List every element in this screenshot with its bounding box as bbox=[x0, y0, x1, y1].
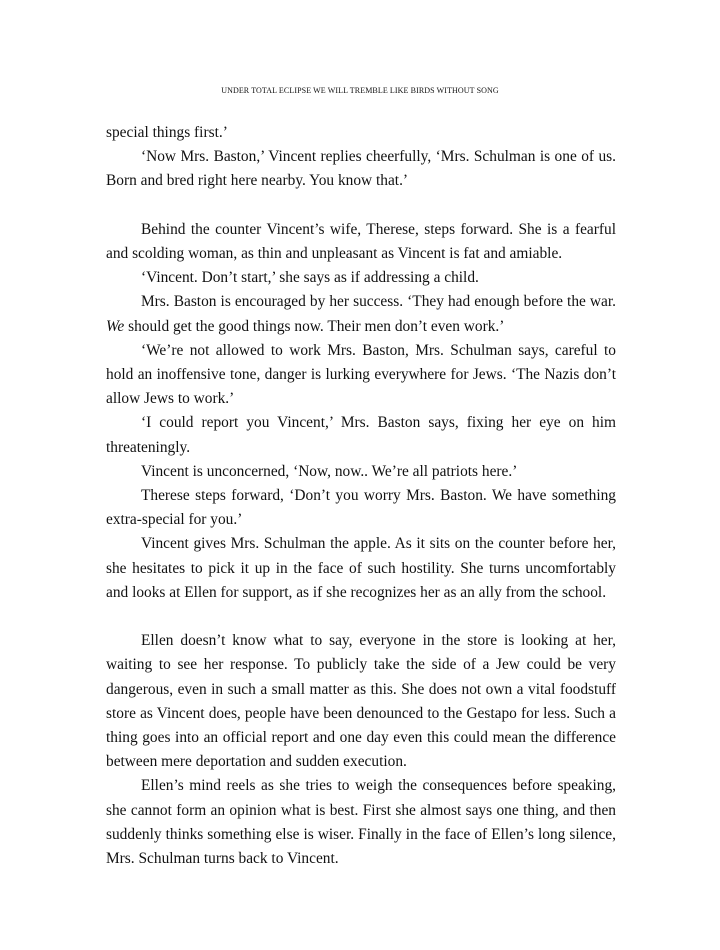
paragraph: ‘I could report you Vincent,’ Mrs. Baston says, fixing her eye on him threateningly. bbox=[106, 414, 616, 456]
paragraph bbox=[106, 290, 616, 338]
body-text bbox=[106, 121, 616, 871]
paragraph: ‘Vincent. Don’t start,’ she says as if addressing a child. bbox=[141, 269, 479, 287]
section-break bbox=[106, 194, 616, 218]
paragraph: special things first.’ bbox=[106, 124, 228, 141]
paragraph: ‘We’re not allowed to work Mrs. Baston, Mrs. Schulman says, careful to hold an inoffensive tone, danger is lurking everywhere for Jews. ‘The Nazis don’t allow Jews to work.’ bbox=[106, 341, 616, 408]
paragraph-text: should get the good things now. Their men don’t even work.’ bbox=[124, 317, 505, 335]
paragraph: Vincent is unconcerned, ‘Now, now.. We’re all patriots here.’ bbox=[141, 462, 518, 480]
running-header: UNDER TOTAL ECLIPSE WE WILL TREMBLE LIKE BIRDS WITHOUT SONG bbox=[221, 86, 499, 95]
paragraph: Therese steps forward, ‘Don’t you worry Mrs. Baston. We have something extra-special for you.’ bbox=[106, 487, 616, 529]
paragraph: Ellen doesn’t know what to say, everyone in the store is looking at her, waiting to see her response. To publicly take the side of a Jew could be very dangerous, even in such a small matter as this. She does not own a vital foodstuff store as Vincent does, people have been denounced to the Gestapo for less. Such a thing goes into an official report and one day even this could mean the difference between mere deportation and sudden execution. bbox=[106, 632, 616, 771]
paragraph: Behind the counter Vincent’s wife, Therese, steps forward. She is a fearful and scolding woman, as thin and unpleasant as Vincent is fat and amiable. bbox=[106, 220, 616, 262]
paragraph: Vincent gives Mrs. Schulman the apple. As it sits on the counter before her, she hesitates to pick it up in the face of such hostility. She turns uncomfortably and looks at Ellen for support, as if she recognizes her as an ally from the school. bbox=[106, 535, 616, 601]
section-break bbox=[106, 605, 616, 629]
paragraph: Ellen’s mind reels as she tries to weigh the consequences before speaking, she cannot form an opinion what is best. First she almost says one thing, and then suddenly thinks something else is wiser. Finally in the face of Ellen’s long silence, Mrs. Schulman turns back to Vincent. bbox=[106, 777, 616, 868]
paragraph: ‘Now Mrs. Baston,’ Vincent replies cheerfully, ‘Mrs. Schulman is one of us. Born and bred right here nearby. You know that.’ bbox=[106, 148, 616, 190]
emphasized-word: We bbox=[106, 317, 125, 335]
paragraph-text: Mrs. Baston is encouraged by her success. ‘They had enough before the war. bbox=[141, 293, 616, 311]
